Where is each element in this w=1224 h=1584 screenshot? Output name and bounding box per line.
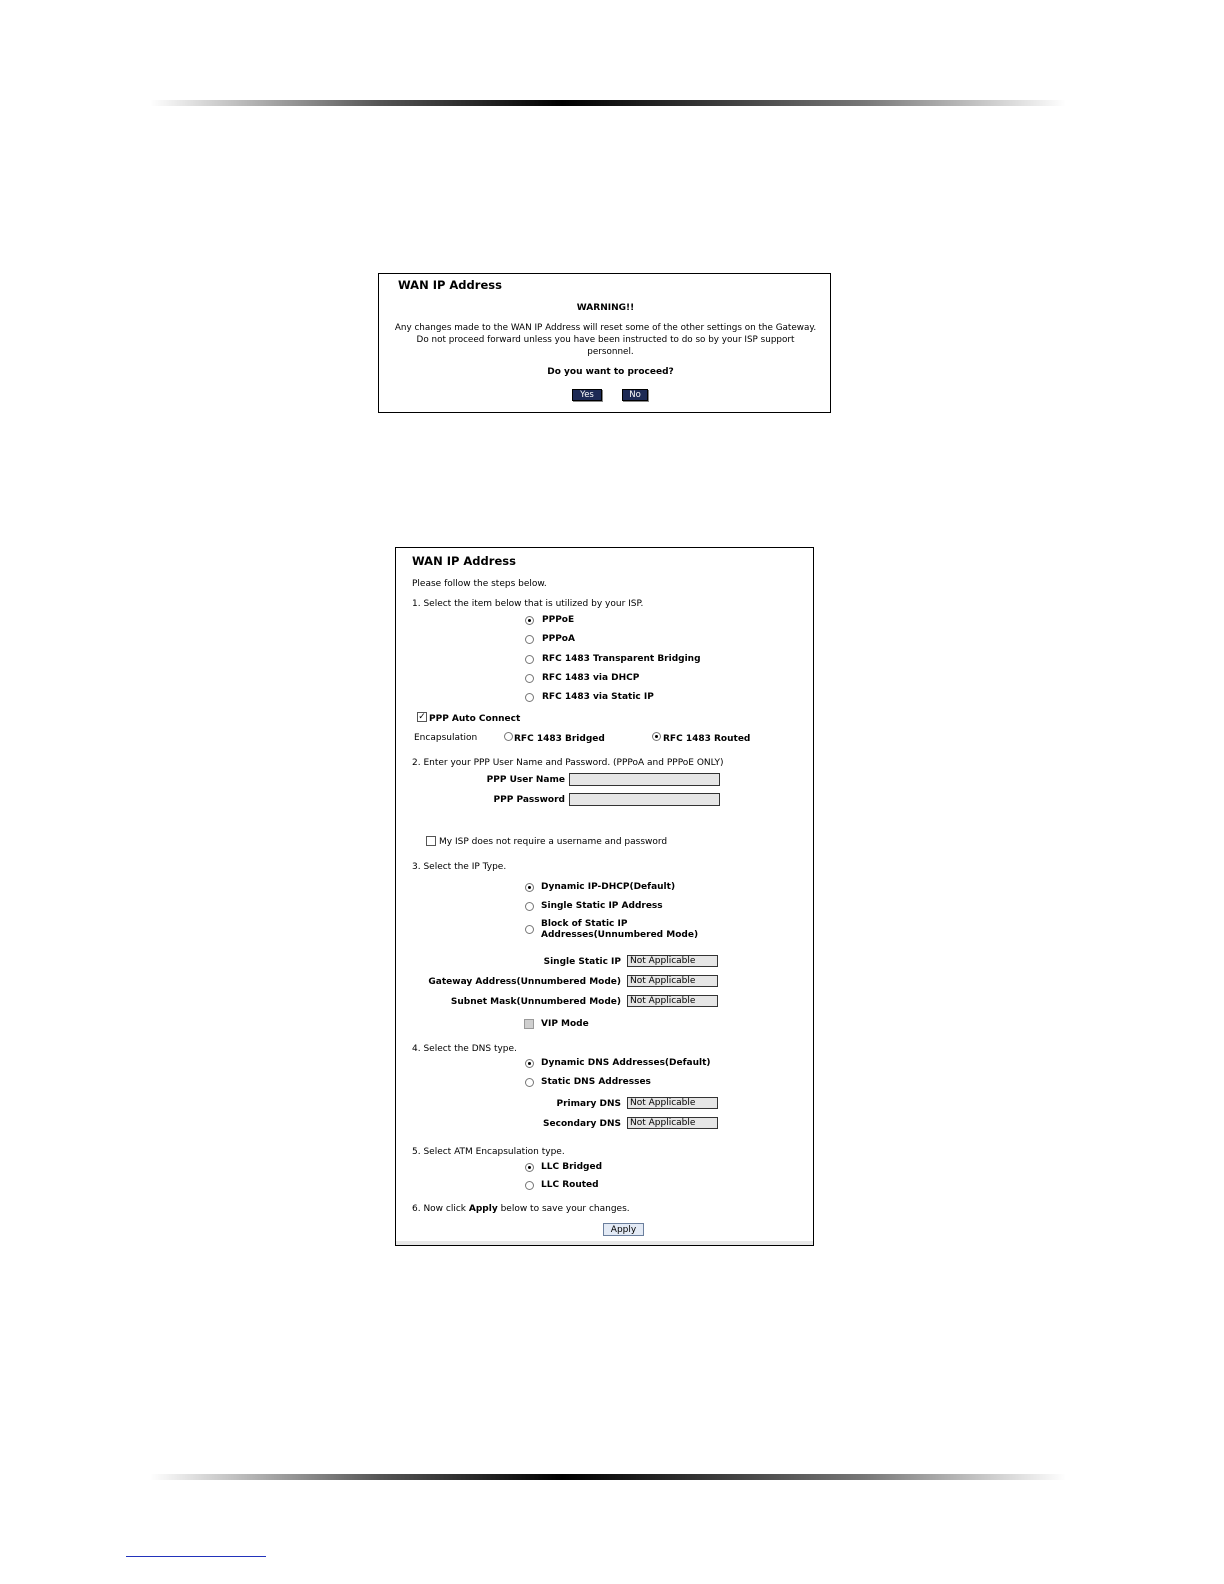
form-intro: Please follow the steps below. bbox=[412, 579, 547, 589]
radio-rfc1483-transparent[interactable] bbox=[525, 655, 534, 664]
warning-heading: WARNING!! bbox=[576, 303, 635, 313]
step1-text: 1. Select the item below that is utilized by your ISP. bbox=[412, 599, 644, 609]
label-rfc1483-dhcp: RFC 1483 via DHCP bbox=[542, 673, 640, 683]
dialog-title: WAN IP Address bbox=[398, 278, 502, 292]
proceed-question: Do you want to proceed? bbox=[547, 367, 674, 377]
warning-dialog bbox=[378, 273, 831, 413]
label-dynamic-dns: Dynamic DNS Addresses(Default) bbox=[541, 1058, 711, 1068]
label-llc-bridged: LLC Bridged bbox=[541, 1162, 603, 1172]
ppp-auto-connect-label: PPP Auto Connect bbox=[429, 714, 521, 724]
radio-llc-bridged[interactable] bbox=[525, 1163, 534, 1172]
label-rfc1483-static: RFC 1483 via Static IP bbox=[542, 692, 654, 702]
label-rfc1483-bridged: RFC 1483 Bridged bbox=[514, 734, 605, 744]
radio-dynamic-ip[interactable] bbox=[525, 883, 534, 892]
primary-dns-input[interactable] bbox=[627, 1097, 718, 1109]
step6-prefix: 6. Now click bbox=[412, 1204, 469, 1214]
no-button[interactable]: No bbox=[622, 389, 648, 401]
step6-text bbox=[412, 1204, 630, 1215]
single-static-ip-input[interactable] bbox=[627, 955, 718, 967]
warning-text-line1: Any changes made to the WAN IP Address will reset some of the other settings on the Gateway. bbox=[394, 323, 817, 333]
secondary-dns-label: Secondary DNS bbox=[543, 1119, 621, 1129]
ppp-password-input[interactable] bbox=[569, 793, 720, 806]
radio-dynamic-dns[interactable] bbox=[525, 1059, 534, 1068]
footer-rule bbox=[150, 1474, 1066, 1480]
label-block-static-ip-line1: Block of Static IP bbox=[541, 919, 628, 929]
radio-rfc1483-dhcp[interactable] bbox=[525, 674, 534, 683]
gateway-address-label: Gateway Address(Unnumbered Mode) bbox=[428, 977, 621, 987]
label-rfc1483-routed: RFC 1483 Routed bbox=[663, 734, 751, 744]
step2-text: 2. Enter your PPP User Name and Password. (PPPoA and PPPoE ONLY) bbox=[412, 758, 724, 768]
step6-apply-word: Apply bbox=[468, 1204, 498, 1214]
radio-rfc1483-bridged[interactable] bbox=[504, 732, 513, 741]
radio-llc-routed[interactable] bbox=[525, 1181, 534, 1190]
no-auth-label: My ISP does not require a username and password bbox=[439, 837, 668, 847]
radio-block-static-ip[interactable] bbox=[525, 925, 534, 934]
warning-text-line3: personnel. bbox=[587, 347, 634, 357]
label-pppoe: PPPoE bbox=[542, 615, 575, 625]
radio-rfc1483-routed[interactable] bbox=[652, 732, 661, 741]
radio-pppoe[interactable] bbox=[525, 616, 534, 625]
radio-rfc1483-static[interactable] bbox=[525, 693, 534, 702]
ppp-user-name-input[interactable] bbox=[569, 773, 720, 786]
secondary-dns-input[interactable] bbox=[627, 1117, 718, 1129]
radio-pppoa[interactable] bbox=[525, 635, 534, 644]
label-static-dns: Static DNS Addresses bbox=[541, 1077, 651, 1087]
apply-button[interactable]: Apply bbox=[603, 1223, 644, 1236]
subnet-mask-label: Subnet Mask(Unnumbered Mode) bbox=[450, 997, 621, 1007]
footer-link-underline bbox=[126, 1556, 266, 1557]
ppp-password-label: PPP Password bbox=[493, 795, 565, 805]
ppp-user-name-label: PPP User Name bbox=[486, 775, 565, 785]
wan-ip-form bbox=[395, 547, 814, 1246]
radio-single-static-ip[interactable] bbox=[525, 902, 534, 911]
step4-text: 4. Select the DNS type. bbox=[412, 1044, 517, 1054]
no-auth-checkbox[interactable] bbox=[426, 836, 436, 846]
label-rfc1483-transparent: RFC 1483 Transparent Bridging bbox=[542, 654, 701, 664]
form-bottom-strip bbox=[396, 1241, 813, 1245]
gateway-address-input[interactable] bbox=[627, 975, 718, 987]
encapsulation-label: Encapsulation bbox=[414, 733, 478, 743]
step6-suffix: below to save your changes. bbox=[497, 1204, 630, 1214]
warning-text-line2: Do not proceed forward unless you have been instructed to do so by your ISP support bbox=[416, 335, 795, 345]
vip-mode-checkbox[interactable] bbox=[524, 1019, 534, 1029]
label-dynamic-ip: Dynamic IP-DHCP(Default) bbox=[541, 882, 676, 892]
vip-mode-label: VIP Mode bbox=[541, 1019, 589, 1029]
single-static-ip-label: Single Static IP bbox=[543, 957, 621, 967]
subnet-mask-input[interactable] bbox=[627, 995, 718, 1007]
ppp-auto-connect-checkbox[interactable]: ✓ bbox=[418, 712, 426, 722]
step3-text: 3. Select the IP Type. bbox=[412, 862, 507, 872]
radio-static-dns[interactable] bbox=[525, 1078, 534, 1087]
yes-button[interactable]: Yes bbox=[572, 389, 602, 401]
header-rule bbox=[150, 100, 1066, 106]
label-block-static-ip-line2: Addresses(Unnumbered Mode) bbox=[541, 930, 699, 940]
label-llc-routed: LLC Routed bbox=[541, 1180, 599, 1190]
label-pppoa: PPPoA bbox=[542, 634, 575, 644]
step5-text: 5. Select ATM Encapsulation type. bbox=[412, 1147, 565, 1157]
primary-dns-label: Primary DNS bbox=[556, 1099, 621, 1109]
form-title: WAN IP Address bbox=[412, 554, 516, 568]
label-single-static-ip: Single Static IP Address bbox=[541, 901, 663, 911]
